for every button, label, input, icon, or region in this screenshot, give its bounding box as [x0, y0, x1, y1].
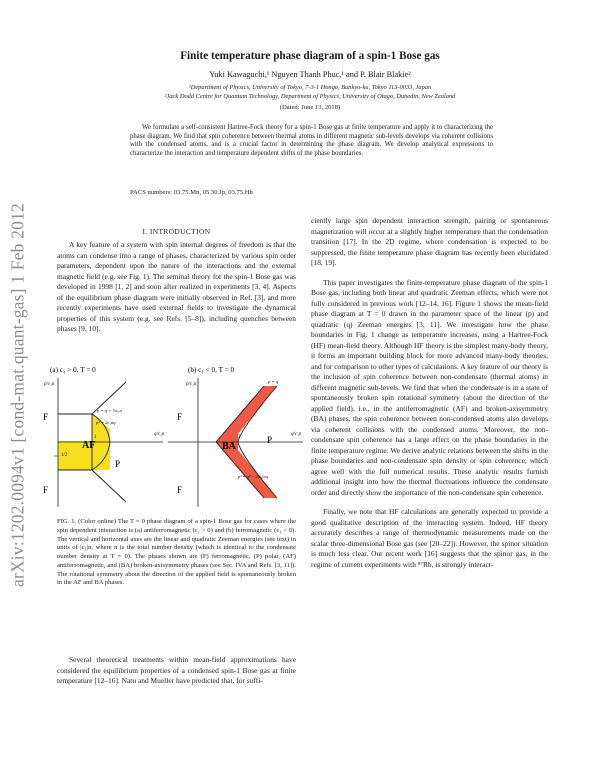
panel-b-label: (b) c₁ < 0, T = 0 [188, 366, 235, 374]
panel-a-boundary [92, 470, 126, 502]
right-column [311, 216, 548, 570]
panel-b [168, 366, 303, 507]
panel-b-boundary [216, 386, 264, 442]
curve-label: p² = 2c₁nq [96, 420, 116, 425]
panel-a-x-axis-label: q/c₁n [154, 432, 165, 437]
arxiv-identifier: arXiv:1202.0094v1 [cond-mat.quant-gas] 1 Feb 2012 [7, 202, 28, 588]
curve-label: p = q [268, 379, 278, 384]
curve-label: p² = q² − 2|c₁|nq [238, 474, 268, 479]
figure-caption: FIG. 1. (Color online) The T = 0 phase diagram of a spin-1 Bose gas for cases where the spin dependent interaction is (a) antiferromagnetic (c₁ > 0) and (b) ferromagnetic (c₁ < 0). The vertical and horizontal axes are the linear and quadratic Zeeman energies (see text) in units of |c₁|n, where n is the total number density (which is identical to the condensate number density at T = 0). The phases shown are (F) ferromagnetic, (P) polar, (AF) antiferromagnetic, and (BA) broken-axisymmetry phases (see Sec. IVA and Refs. [3, 11]). The rotational symmetry about the direction of the applied field is spontaneously broken in the AF and BA phases. [57, 518, 296, 587]
panel-a-y-axis-label: p/c₁n [44, 382, 55, 387]
paper-title: Finite temperature phase diagram of a spin-1 Bose gas [180, 50, 440, 62]
phase-label: P [115, 459, 121, 469]
pacs-numbers: PACS numbers: 03.75.Mn, 05.30.Jp, 03.75.Hh [130, 189, 253, 196]
axis-tick-label: 2 [238, 435, 241, 440]
arxiv-sidebar-stamp [3, 185, 33, 605]
phase-label: BA [222, 441, 236, 452]
phase-label: AF [82, 440, 96, 451]
author-list: Yuki Kawaguchi,¹ Nguyen Thanh Phuc,¹ and P. Blair Blakie² [209, 70, 411, 79]
paragraph: This paper investigates the finite-temperature phase diagram of the spin-1 Bose gas, including both linear and quadratic Zeeman effects, which were not fully considered in previous work [12–14, 16]. Figure 1 shows the mean-field phase diagram at T = 0 drawn in the parameter space of the linear (p) and quadratic (q) Zeeman energies [3, 11]. We investigate how the phase boundaries in Fig. 1 change as temperature increases, using a Hartree-Fock (HF) mean-field theory. Although HF theory is the simplest many-body theory, it forms an important building block for more advanced many-body theories, and for comparison to other types of calculations. A key feature of our theory is the inclusion of spin coherence between non-condensate (thermal atoms) in different magnetic sub-levels. We find that when the condensate is in a state of spontaneously broken spin rotational symmetry (about the direction of the applied field), i.e., in the antiferromagnetic (AF) and broken-axisymmetry (BA) phases, the spin coherence between non-condensed atoms also develops via coherent collisions with the condensed atoms. Moreover, the non-condensate spin coherence has a large effect on the phase boundaries in the finite temperature regime. We derive analytic relations between the shifts in the phase boundaries and non-condensate spin density or spin coherence, which agree well with the full numerical results. These analytic results furnish additional insight into how the thermal fluctuations influence the condensate order and directly show the importance of the non-condensate spin coherence. [311, 277, 548, 497]
axis-tick-label: 1/2 [61, 453, 68, 458]
abstract: We formulate a self-consistent Hartree-Fock theory for a spin-1 Bose gas at finite temperature and apply it to characterizing the phase diagram. We find that spin coherence between thermal atoms in different magnetic sub-levels develops via coherent collisions with the condensed atoms, and is a crucial factor in determining the phase diagram. We develop analytical expressions to characterize the interaction and temperature dependent shifts of the phase boundaries. [130, 124, 493, 158]
left-column-bottom [57, 655, 296, 687]
panel-a [43, 366, 165, 507]
phase-diagram-figure [38, 352, 308, 512]
paragraph: Several theoretical treatments within mean-field approximations have considered the equilibrium properties of a condensed spin-1 Bose gas at finite temperature [12–16]. Natu and Mueller have predicted that, for suffi- [57, 655, 296, 685]
phase-label: F [177, 412, 183, 422]
figure-1 [38, 352, 308, 512]
section-heading: I. INTRODUCTION [142, 227, 211, 236]
phase-label: F [43, 412, 49, 422]
phase-label: F [177, 485, 183, 495]
curve-label: p = q + ½c₁n [97, 408, 122, 413]
paragraph: ciently large spin dependent interaction strength, pairing or spontaneous magnetization will occur at a slightly higher temperature than the condensation transition [17]. In the 2D regime, where condensation is expected to be suppressed, the finite temperature phase diagram has recently been elucidated [18, 19]. [311, 216, 548, 267]
phase-label: F [43, 485, 49, 495]
paragraph: Finally, we note that HF calculations are generally expected to provide a good qualitative description of the interacting system. Indeed, HF theory accurately describes a range of thermodynamic measurements made on the scalar three-dimensional Bose gas (see [20–22]). However, the spinor situation is much less clear. Our recent work [16] suggests that the spinor gas, in the regime of current experiments with ⁸⁷Rb, is strongly interact- [311, 507, 548, 569]
paragraph: A key feature of a system with spin internal degrees of freedom is that the atoms can condense into a range of phases, characterized by various spin order parameters, dependent upon the nature of the interactions and the external magnetic field (e.g. see Fig. 1). The seminal theory for the spin-1 Bose gas was developed in 1998 [1, 2] and soon after realized in experiments [3, 4]. Aspects of the equilibrium phase diagram were initially observed in Ref. [3], and more recently experiments have used external fields to investigate the dynamical properties of this system (e.g. see Refs. [5–8]), including quenches between phases [9, 10]. [57, 240, 296, 333]
panel-b-y-axis-label: p/c₁n [186, 382, 197, 387]
affiliation-2: ²Jack Dodd Centre for Quantum Technology, Department of Physics, University of Otago, Dunedin, New Zealand [164, 93, 456, 100]
panel-b-x-axis-label: q/c₁n [291, 432, 302, 437]
affiliation-1: ¹Department of Physics, University of Tokyo, 7-3-1 Hongo, Bunkyo-ku, Tokyo 113-0033, Japan [188, 84, 432, 91]
phase-label: P [267, 435, 273, 445]
panel-a-label: (a) c₁ > 0, T = 0 [50, 366, 96, 374]
axis-tick-label: 1 [94, 435, 97, 440]
left-column-top [57, 240, 296, 335]
date-line: (Dated: June 13, 2018) [279, 104, 341, 111]
